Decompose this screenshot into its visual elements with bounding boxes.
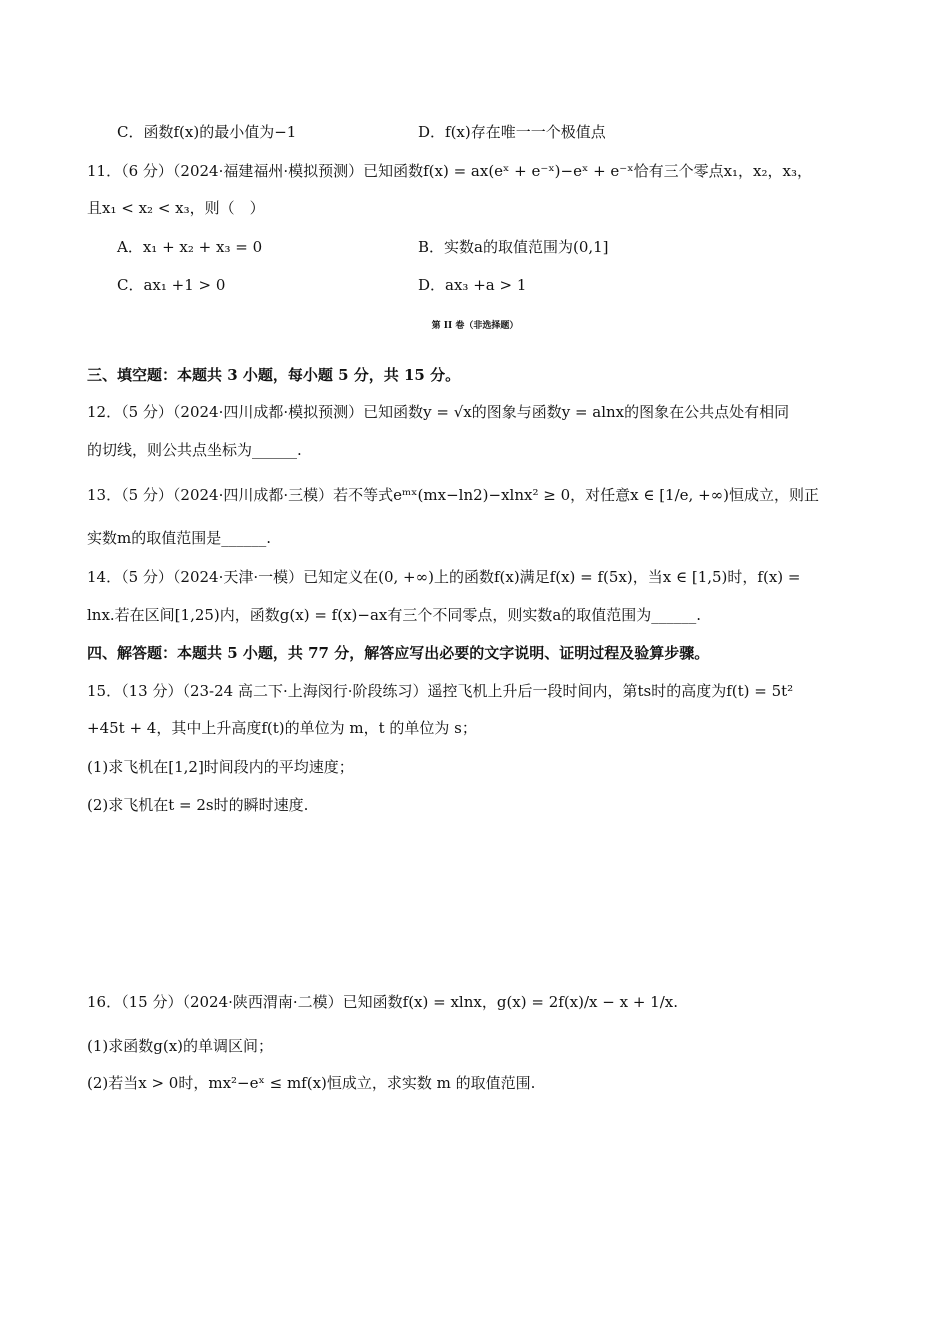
section-3-heading: 三、填空题：本题共 3 小题，每小题 5 分，共 15 分。 xyxy=(87,366,461,384)
q16-sub-1: (1)求函数g(x)的单调区间； xyxy=(87,1037,274,1055)
q10-option-c: C．函数f(x)的最小值为−1 xyxy=(117,123,297,141)
q14-stem-line1: 14．（5 分）（2024·天津·一模）已知定义在(0, +∞)上的函数f(x)满足f(x) = f(5x)，当x ∈ [1,5)时，f(x) = xyxy=(87,568,801,586)
q11-stem-line1: 11．（6 分）（2024·福建福州·模拟预测）已知函数f(x) = ax(eˣ + e⁻ˣ)−eˣ + e⁻ˣ恰有三个零点x₁，x₂，x₃， xyxy=(87,162,813,180)
q14-stem-line2: lnx.若在区间[1,25)内，函数g(x) = f(x)−ax有三个不同零点，则实数a的取值范围为______. xyxy=(87,606,702,624)
q13-stem-line2: 实数m的取值范围是______. xyxy=(87,529,271,547)
q13-stem-line1: 13．（5 分）（2024·四川成都·三模）若不等式eᵐˣ(mx−ln2)−xlnx² ≥ 0，对任意x ∈ [1/e, +∞)恒成立，则正 xyxy=(87,486,819,504)
section-4-heading: 四、解答题：本题共 5 小题，共 77 分，解答应写出必要的文字说明、证明过程及验算步骤。 xyxy=(87,644,710,662)
part-2-title: 第 II 卷（非选择题） xyxy=(431,321,519,331)
q16-stem-line1: 16．（15 分）（2024·陕西渭南·二模）已知函数f(x) = xlnx，g(x) = 2f(x)/x − x + 1/x. xyxy=(87,993,678,1011)
q11-option-b: B．实数a的取值范围为(0,1] xyxy=(418,238,609,256)
q15-stem-line2: +45t + 4，其中上升高度f(t)的单位为 m，t 的单位为 s； xyxy=(87,719,477,737)
q12-stem-line2: 的切线，则公共点坐标为______. xyxy=(87,441,302,459)
q15-sub-1: (1)求飞机在[1,2]时间段内的平均速度； xyxy=(87,758,354,776)
q11-option-d: D．ax₃ +a > 1 xyxy=(418,276,527,294)
q10-option-d: D．f(x)存在唯一一个极值点 xyxy=(418,123,606,141)
q12-stem-line1: 12．（5 分）（2024·四川成都·模拟预测）已知函数y = √x的图象与函数y = alnx的图象在公共点处有相同 xyxy=(87,403,790,421)
q11-option-c: C．ax₁ +1 > 0 xyxy=(117,276,226,294)
q16-sub-2: (2)若当x > 0时，mx²−eˣ ≤ mf(x)恒成立，求实数 m 的取值范围. xyxy=(87,1074,536,1092)
q11-stem-line2: 且x₁ < x₂ < x₃，则（ ） xyxy=(87,199,265,217)
q15-stem-line1: 15．（13 分）（23-24 高二下·上海闵行·阶段练习）遥控飞机上升后一段时间内，第ts时的高度为f(t) = 5t² xyxy=(87,682,794,700)
q15-sub-2: (2)求飞机在t = 2s时的瞬时速度. xyxy=(87,796,309,814)
q11-option-a: A．x₁ + x₂ + x₃ = 0 xyxy=(117,238,263,256)
